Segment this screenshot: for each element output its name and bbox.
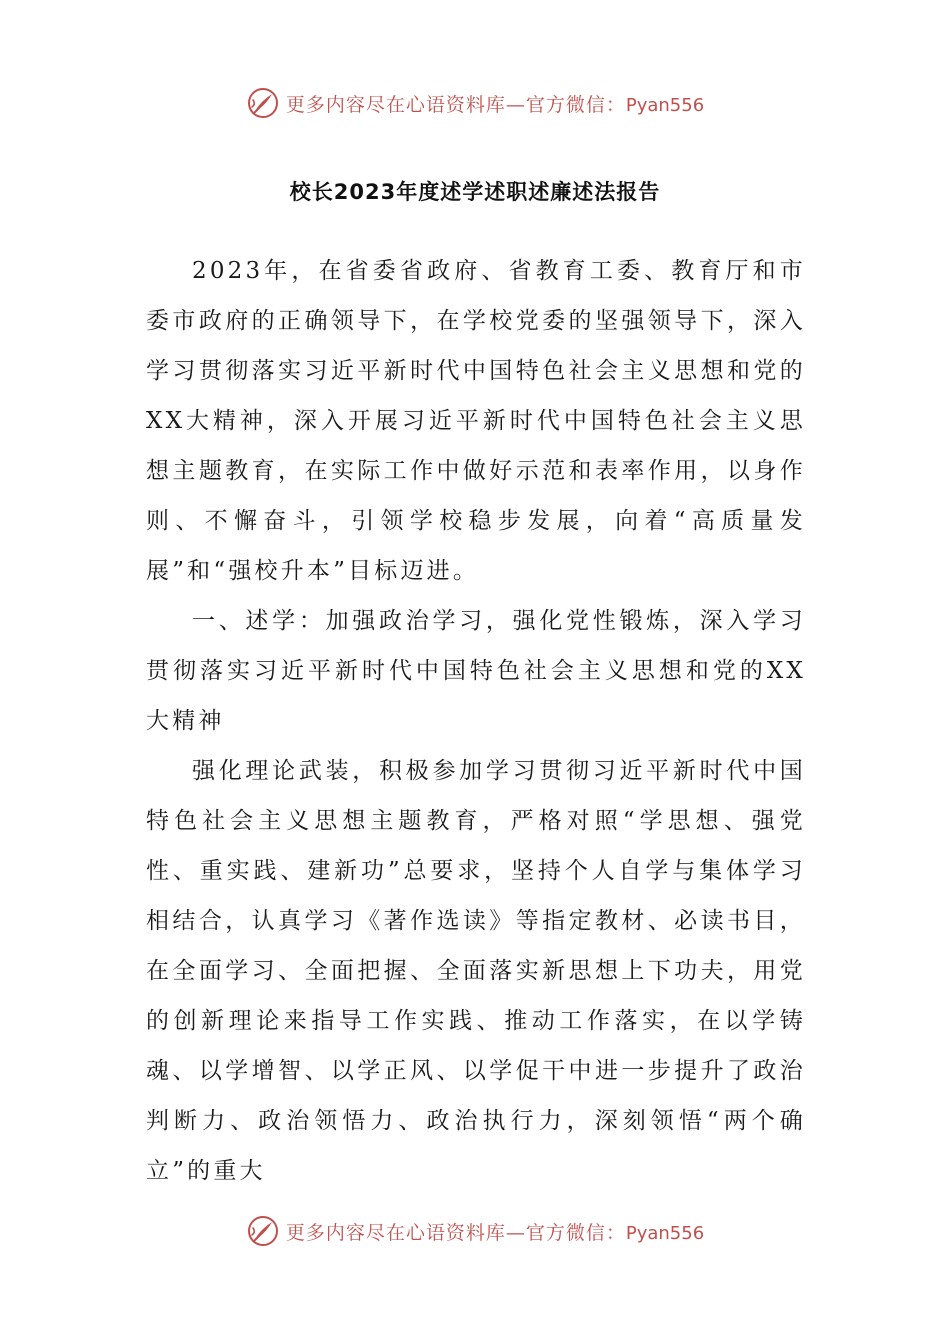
header-watermark-banner: [0, 81, 950, 125]
quill-seal-icon: [246, 1214, 280, 1248]
wechat-id: Pyan556: [625, 1222, 705, 1244]
watermark-text: 更多内容尽在心语资料库—官方微信：Pyan556: [285, 93, 705, 116]
quill-seal-icon: [246, 86, 280, 120]
paragraph-theory: 强化理论武装，积极参加学习贯彻习近平新时代中国特色社会主义思想主题教育，严格对照“学思想、强党性、重实践、建新功”总要求，坚持个人自学与集体学习相结合，认真学习《著作选读》等指定教材、必读书目，在全面学习、全面把握、全面落实新思想上下功夫，用党的创新理论来指导工作实践、推动工作落实，在以学铸魂、以学增智、以学正风、以学促干中进一步提升了政治判断力、政治领悟力、政治执行力，深刻领悟“两个确立”的重大: [146, 758, 806, 1184]
wechat-id: Pyan556: [625, 94, 705, 116]
footer-watermark-banner: [0, 1209, 950, 1253]
document-title: 校长2023年度述学述职述廉述法报告: [289, 180, 661, 204]
document-body: [146, 246, 806, 1196]
paragraph-intro: 2023年，在省委省政府、省教育工委、教育厅和市委市政府的正确领导下，在学校党委的坚强领导下，深入学习贯彻落实习近平新时代中国特色社会主义思想和党的XX大精神，深入开展习近平新时代中国特色社会主义思想主题教育，在实际工作中做好示范和表率作用，以身作则、不懈奋斗，引领学校稳步发展，向着“高质量发展”和“强校升本”目标迈进。: [146, 258, 806, 584]
watermark-text: 更多内容尽在心语资料库—官方微信：Pyan556: [285, 1221, 705, 1244]
paragraph-section-heading: 一、述学：加强政治学习，强化党性锻炼，深入学习贯彻落实习近平新时代中国特色社会主义思想和党的XX大精神: [146, 608, 806, 734]
